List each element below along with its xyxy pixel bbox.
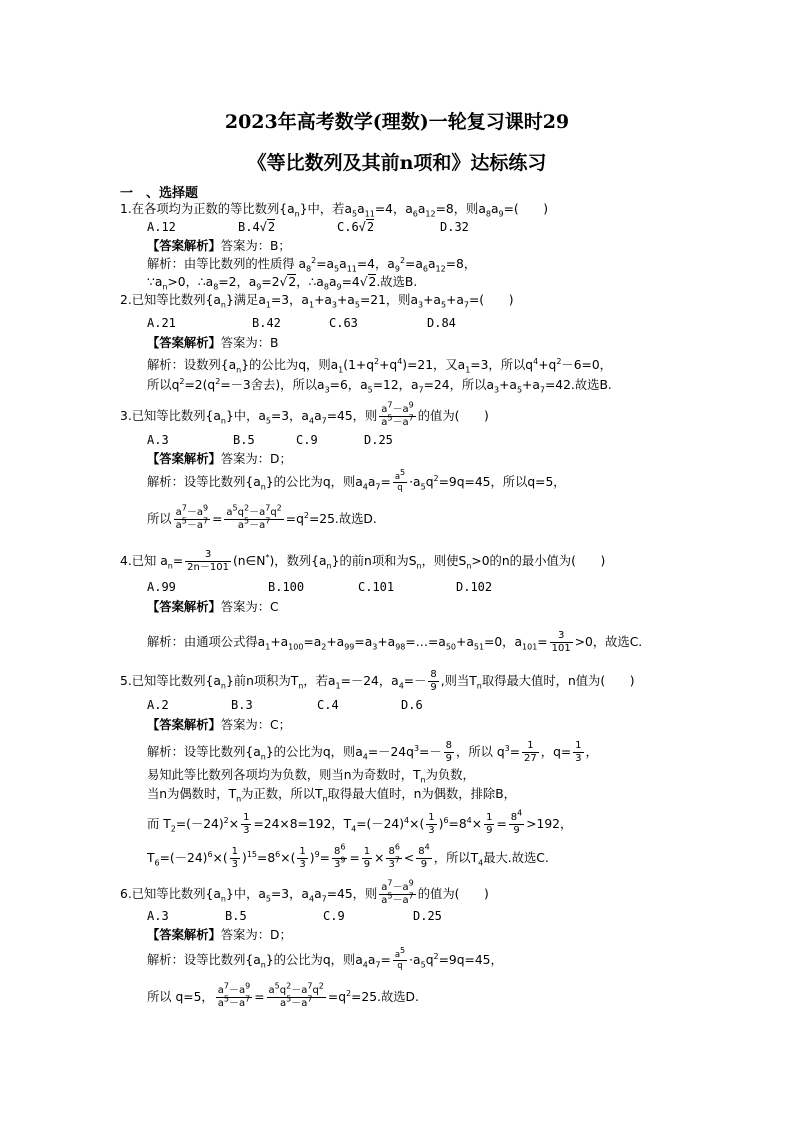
question-2-analysis-line-2: 所以$q^2=2(q^2=-3$舍去)，所以$a_3=6$，$a_5=12$，$a_7=24$，所以$a_3+a_5+a_7=42$.故选B.	[147, 376, 612, 395]
question-5-stem: 5.已知等比数列$\{a_n\}$前n项积为$T_n$，若$a_1=-24$，$a_4=-$ $\frac{8}{9}$ ,则当$T_n$取得最大值时，n值为( )	[120, 669, 635, 693]
question-6-analysis-line-1: 解析：设等比数列$\{a_n\}$的公比为q，则$a_4a_7=$ $\frac{a^5}{q}$ $\cdot a_5q^2=9q=45$，	[147, 946, 503, 971]
answer-text: 答案为：B；	[220, 239, 291, 253]
question-3-option-c: C.9	[296, 433, 318, 447]
question-1-analysis-line-2: $\because a_n>0$，$\therefore a_8=2$，$a_9=2√2$，$\therefore a_8a_9=4√2$.故选B.	[147, 275, 418, 292]
question-1-option-a: A.12	[147, 220, 176, 234]
question-4-option-b: B.100	[268, 580, 305, 594]
answer-label: 【答案解析】	[147, 336, 221, 350]
question-2-option-c: C.63	[329, 316, 358, 330]
question-2-option-d: D.84	[427, 316, 456, 330]
question-6-stem: 6.已知等比数列$\{a_n\}$中，$a_5=3$，$a_4a_7=45$，则 $\frac{a^7-a^9}{a^5-a^7}$ 的值为( )	[120, 878, 489, 906]
question-5-analysis-line-2: 易知此等比数列各项均为负数，则当n为奇数时，$T_n$为负数，	[147, 768, 475, 785]
question-3-analysis-line-1: 解析：设等比数列$\{a_n\}$的公比为q，则$a_4a_7=$ $\frac{a^5}{q}$ $\cdot a_5q^2=9q=45$，所以q=5，	[147, 468, 566, 493]
question-5-answer	[147, 716, 291, 734]
answer-label: 【答案解析】	[147, 239, 221, 253]
question-1-option-b: B.4√2	[238, 220, 276, 234]
question-3-answer	[147, 450, 292, 468]
answer-text: 答案为：B	[220, 336, 279, 350]
question-5-analysis-line-4: 而 $T_2=(-24)^2\times$ $\frac{1}{3}$ =24×8=192，$T_4=(-24)^4\times$( $\frac{1}{3}$ )$^6=8^4\times$ $\frac{1}{9}$ = $\frac{8^4}{9}$ >192，	[147, 808, 573, 836]
question-1-answer	[147, 237, 291, 255]
question-4-stem: 4.已知 $a_n=$ $\frac{3}{2n-101}$ (n∈N*)，数列$\{a_n\}$的前n项和为$S_n$，则使$S_n>0$的n的最小值为( )	[120, 549, 606, 573]
question-3-option-d: D.25	[364, 433, 393, 447]
question-6-option-b: B.5	[225, 909, 247, 923]
question-3-option-a: A.3	[147, 433, 169, 447]
question-1-stem: 1.在各项均为正数的等比数列$\{a_n\}$中，若$a_5a_{11}=4$，$a_6a_{12}=8$，则$a_8a_9=$( )	[120, 202, 549, 219]
question-2-answer	[147, 334, 278, 352]
question-5-analysis-line-3: 当n为偶数时，$T_n$为正数，所以$T_n$取得最大值时，n为偶数，排除B，	[147, 787, 516, 804]
question-3-option-b: B.5	[233, 433, 255, 447]
question-5-analysis-line-5: $T_6=(-24)^6\times$( $\frac{1}{3}$ )$^{15}=8^6\times$( $\frac{1}{3}$ )$^9$= $\frac{8^6}{3^9}$ = $\frac{1}{9}$ × $\frac{8^6}{3^7}$ < $\frac{8^4}{9}$ ，所以$T_4$最大.故选C.	[147, 842, 549, 870]
question-6-option-d: D.25	[413, 909, 442, 923]
section-heading: 一 、选择题	[120, 186, 199, 201]
question-1-option-d: D.32	[440, 220, 469, 234]
answer-label: 【答案解析】	[147, 718, 221, 732]
question-3-analysis-line-2: 所以 $\frac{a^7-a^9}{a^5-a^7}$ = $\frac{a^5q^2-a^7q^2}{a^5-a^7}$ $=q^2=25$.故选D.	[147, 503, 377, 531]
question-2-stem: 2.已知等比数列$\{a_n\}$满足$a_1=3$，$a_1+a_3+a_5=21$，则$a_3+a_5+a_7=$( )	[120, 293, 514, 310]
answer-text: 答案为：D；	[220, 928, 292, 942]
answer-text: 答案为：D；	[220, 452, 292, 466]
question-5-option-b: B.3	[231, 698, 253, 712]
question-4-option-d: D.102	[456, 580, 493, 594]
question-5-option-d: D.6	[401, 698, 423, 712]
question-4-answer	[147, 598, 279, 616]
question-5-option-a: A.2	[147, 698, 169, 712]
question-4-option-a: A.99	[147, 580, 176, 594]
question-6-option-c: C.9	[323, 909, 345, 923]
question-1-analysis-line-1: 解析：由等比数列的性质得 $a_8^2=a_5a_{11}=4$，$a_9^2=a_6a_{12}=8$，	[147, 255, 477, 274]
question-6-analysis-line-2: 所以 q=5， $\frac{a^7-a^9}{a^5-a^7}$ = $\frac{a^5q^2-a^7q^2}{a^5-a^7}$ $=q^2=25$.故选D.	[147, 981, 419, 1009]
page-title: 2023年高考数学(理数)一轮复习课时29	[224, 111, 570, 133]
answer-label: 【答案解析】	[147, 928, 221, 942]
question-2-option-b: B.42	[252, 316, 281, 330]
question-2-analysis-line-1: 解析：设数列$\{a_n\}$的公比为q，则$a_1(1+q^2+q^4)=21$，又$a_1=3$，所以$q^4+q^2-6=0$，	[147, 356, 612, 375]
question-4-analysis-line-1: 解析：由通项公式得$a_1+a_{100}=a_2+a_{99}=a_3+a_{98}=\dots=a_{50}+a_{51}=0$，$a_{101}=$ $\frac{3}{101}$ >0，故选C.	[147, 630, 643, 654]
answer-text: 答案为：C	[220, 600, 279, 614]
answer-label: 【答案解析】	[147, 452, 221, 466]
question-1-option-c: C.6√2	[337, 220, 375, 234]
question-2-option-a: A.21	[147, 316, 176, 330]
question-4-option-c: C.101	[358, 580, 395, 594]
answer-label: 【答案解析】	[147, 600, 221, 614]
question-6-answer	[147, 926, 292, 944]
question-3-stem: 3.已知等比数列$\{a_n\}$中，$a_5=3$，$a_4a_7=45$，则 $\frac{a^7-a^9}{a^5-a^7}$ 的值为( )	[120, 400, 489, 428]
answer-text: 答案为：C；	[220, 718, 291, 732]
question-6-option-a: A.3	[147, 909, 169, 923]
question-5-option-c: C.4	[317, 698, 339, 712]
page-subtitle: 《等比数列及其前n项和》达标练习	[247, 152, 547, 174]
question-5-analysis-line-1: 解析：设等比数列$\{a_n\}$的公比为q，则$a_4=-24q^3=-$ $\frac{8}{9}$ ，所以 $q^3=$ $\frac{1}{27}$ ，q= $\frac{1}{3}$ ，	[147, 740, 598, 764]
